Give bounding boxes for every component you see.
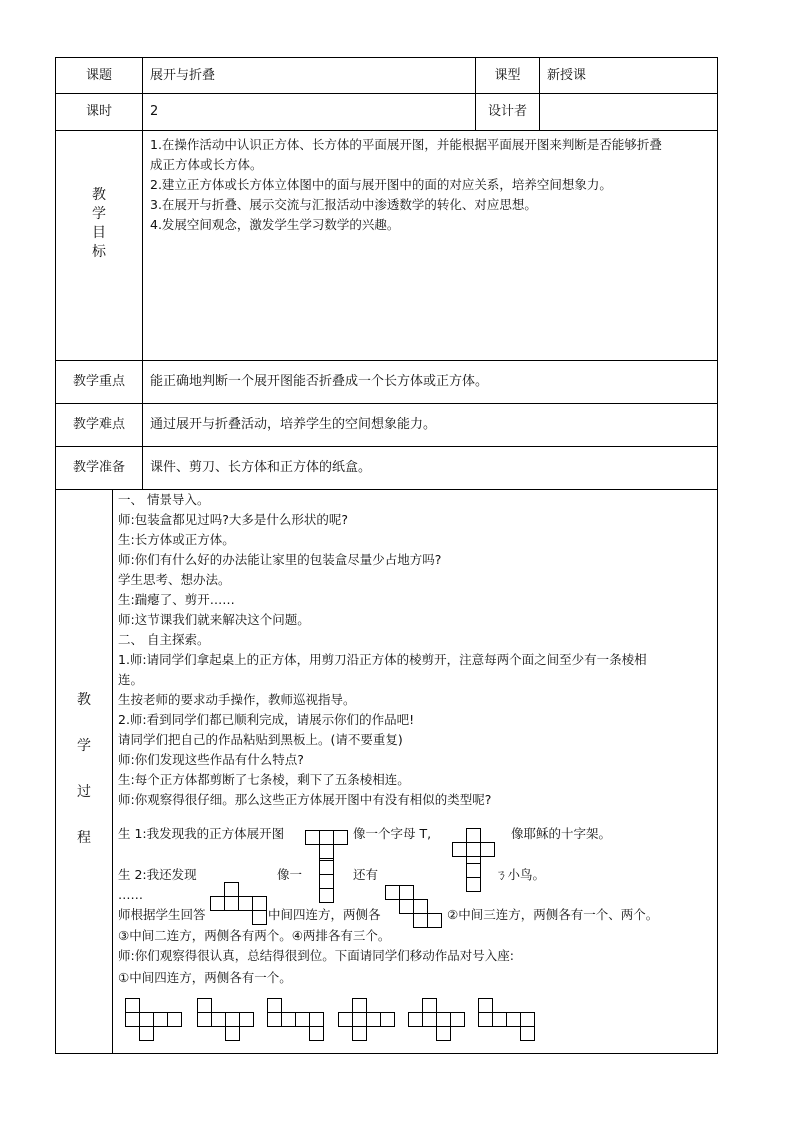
student2-text: ㄋ小鸟。 (495, 867, 546, 882)
key-point-label: 教学重点 (72, 374, 125, 389)
hours-label: 课时 (85, 104, 112, 119)
process-label-char: 教 (77, 692, 91, 708)
process-line: 连。 (118, 672, 144, 687)
topic-value: 展开与折叠 (150, 67, 216, 83)
process-line: 师:包装盒都见过吗?大多是什么形状的呢? (118, 512, 348, 527)
difficulty-value: 通过展开与折叠活动，培养学生的空间想象能力。 (150, 417, 437, 432)
process-label-char: 程 (77, 830, 91, 846)
process-line: 学生思考、想办法。 (118, 572, 231, 587)
process-line: 生:长方体或正方体。 (118, 532, 235, 547)
key-point-value: 能正确地判断一个展开图能否折叠成一个长方体或正方体。 (150, 374, 489, 389)
process-line: 1.师:请同学们拿起桌上的正方体，用剪刀沿正方体的棱剪开，注意每两个面之间至少有一条棱相 (118, 652, 647, 667)
objectives-label-char: 标 (92, 244, 106, 260)
designer-label: 设计者 (487, 104, 527, 119)
preparation-value: 课件、剪刀、长方体和正方体的纸盒。 (150, 460, 372, 475)
objective-item: 4.发展空间观念，激发学生学习数学的兴趣。 (150, 217, 400, 232)
process-line: 生按老师的要求动手操作，教师巡视指导。 (118, 692, 356, 707)
objective-item: 1.在操作活动中认识正方体、长方体的平面展开图，并能根据平面展开图来判断是否能够折叠 (150, 137, 662, 152)
teacher-summary: 中间四连方，两侧各 (268, 907, 381, 922)
student2-text: 还有 (353, 867, 379, 882)
objectives-label-char: 教 (92, 187, 106, 203)
process-line: 生:每个正方体都剪断了七条棱，剩下了五条棱相连。 (118, 772, 410, 787)
process-line: 一、 情景导入。 (118, 492, 210, 507)
student1-text: 像耶稣的十字架。 (511, 826, 612, 841)
teacher-summary: 师:你们观察得很认真，总结得很到位。下面请同学们移动作品对号入座: (118, 948, 514, 963)
student1-text: 生 1:我发现我的正方体展开图 (118, 826, 285, 841)
student1-text: 像一个字母 T, (353, 826, 432, 841)
designer-value (540, 94, 717, 130)
process-line: 师:这节课我们就来解决这个问题。 (118, 612, 310, 627)
process-label-char: 过 (77, 784, 91, 800)
process-line: 师:你观察得很仔细。那么这些正方体展开图中有没有相似的类型呢? (118, 792, 492, 807)
process-line: 请同学们把自己的作品粘贴到黑板上。(请不要重复) (118, 732, 403, 747)
type-label: 课型 (494, 67, 521, 83)
objective-item: 2.建立正方体或长方体立体图中的面与展开图中的面的对应关系，培养空间想象力。 (150, 177, 612, 192)
process-line: 二、 自主探索。 (118, 632, 210, 647)
process-line: 师:你们有什么好的办法能让家里的包装盒尽量少占地方吗? (118, 552, 442, 567)
hours-value: 2 (150, 104, 159, 119)
lesson-plan-table (55, 57, 718, 1054)
ellipsis-text: …… (118, 887, 143, 902)
preparation-label: 教学准备 (72, 460, 125, 475)
student2-text: 生 2:我还发现 (118, 867, 197, 882)
objective-item: 成正方体或长方体。 (150, 157, 263, 172)
process-label-char: 学 (77, 738, 91, 754)
objectives-label-char: 目 (92, 225, 106, 241)
teacher-summary: 师根据学生回答 (118, 907, 206, 922)
teacher-summary: ②中间三连方，两侧各有一个、两个。 (447, 907, 659, 922)
objectives-label-char: 学 (92, 206, 106, 222)
student2-text: 像一 (277, 867, 303, 882)
type-value: 新授课 (547, 67, 587, 83)
topic-label: 课题 (85, 67, 112, 83)
process-line: 师:你们发现这些作品有什么特点? (118, 752, 304, 767)
teacher-summary: ①中间四连方，两侧各有一个。 (118, 970, 292, 985)
teacher-summary: ③中间二连方，两侧各有两个。④两排各有三个。 (118, 928, 391, 943)
process-line: 2.师:看到同学们都已顺利完成，请展示你们的作品吧! (118, 712, 415, 727)
process-line: 生:踹瘪了、剪开…… (118, 592, 235, 607)
difficulty-label: 教学难点 (72, 417, 125, 432)
objective-item: 3.在展开与折叠、展示交流与汇报活动中渗透数学的转化、对应思想。 (150, 197, 537, 212)
